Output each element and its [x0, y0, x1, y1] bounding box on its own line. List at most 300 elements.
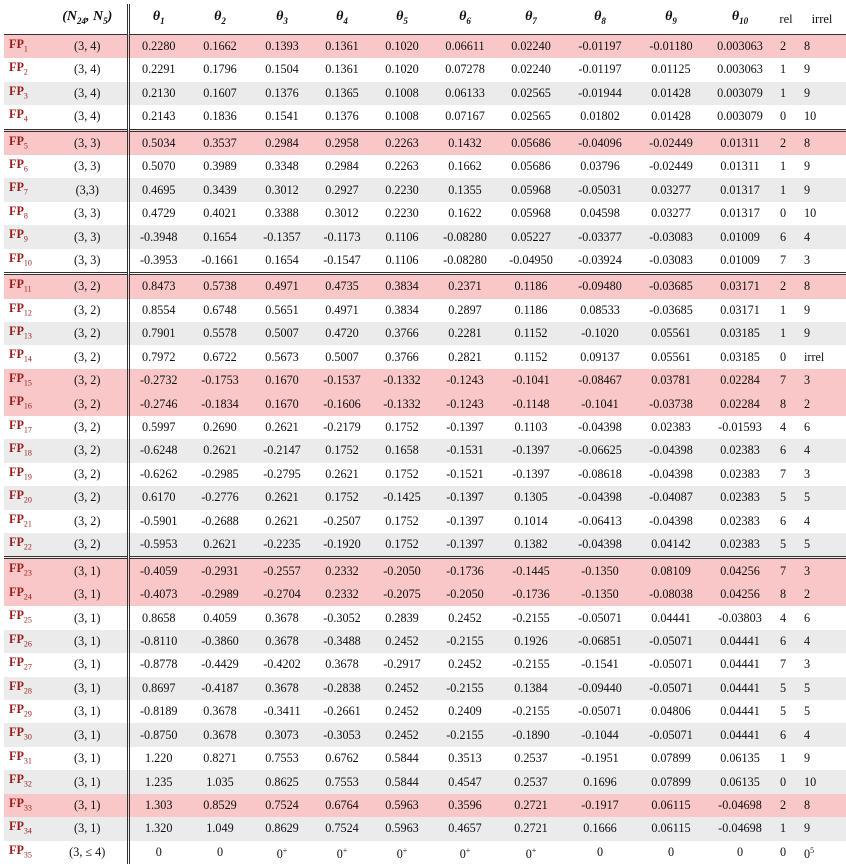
table-row — [4, 817, 846, 840]
theta-2-value: 1.049 — [188, 817, 252, 840]
theta-2-value: 0.5578 — [188, 322, 252, 345]
theta-6-value: -0.1736 — [432, 558, 498, 583]
fixed-point-id: $FP_{21}$ — [4, 510, 48, 533]
irrel-count: 6 — [798, 606, 846, 629]
theta-1-value: 1.303 — [128, 794, 188, 817]
theta-7-value: 0.05968 — [498, 178, 564, 201]
theta-4-value: 0.2332 — [312, 558, 372, 583]
theta-9-value: -0.04398 — [636, 463, 706, 486]
fixed-point-n-values: (3, 3) — [48, 249, 128, 274]
table-row — [4, 82, 846, 105]
theta-10-value: -0.01593 — [706, 416, 774, 439]
theta-7-value: -0.1397 — [498, 463, 564, 486]
theta-2-value: 0.3678 — [188, 723, 252, 746]
table-row — [4, 463, 846, 486]
table-row — [4, 510, 846, 533]
theta-10-value: 0.04441 — [706, 630, 774, 653]
theta-9-value: -0.03083 — [636, 225, 706, 248]
irrel-count: 9 — [798, 155, 846, 178]
fixed-point-n-values: (3, 2) — [48, 510, 128, 533]
theta-6-value: -0.1397 — [432, 510, 498, 533]
irrel-count: $0^5$ — [798, 841, 846, 864]
fixed-point-n-values: (3, 3) — [48, 130, 128, 155]
theta-8-value: -0.1951 — [564, 747, 636, 770]
theta-2-value: -0.1753 — [188, 369, 252, 392]
theta-6-value: 0.1432 — [432, 130, 498, 155]
theta-10-value: 0.04441 — [706, 700, 774, 723]
theta-2-value: 0.2621 — [188, 533, 252, 558]
theta-4-value: 0.1361 — [312, 34, 372, 58]
theta-3-value: 0.1670 — [252, 392, 312, 415]
theta-5-value: 0.5844 — [372, 770, 432, 793]
fixed-point-id: $FP_{32}$ — [4, 770, 48, 793]
theta-4-value: 0.1365 — [312, 82, 372, 105]
theta-8-value: -0.03377 — [564, 225, 636, 248]
theta-1-value: 0.8697 — [128, 677, 188, 700]
rel-count: 4 — [774, 416, 798, 439]
table-row — [4, 723, 846, 746]
group-n5-3 — [4, 130, 846, 274]
theta-3-value: 0.2621 — [252, 486, 312, 509]
table-row — [4, 558, 846, 583]
theta-10-value: 0.003063 — [706, 34, 774, 58]
fixed-point-id: $FP_{17}$ — [4, 416, 48, 439]
theta-9-value: 0.03277 — [636, 178, 706, 201]
theta-7-value: 0.02565 — [498, 105, 564, 130]
rel-count: 6 — [774, 630, 798, 653]
theta-3-value: 0.1393 — [252, 34, 312, 58]
group-n5-1 — [4, 558, 846, 864]
theta-5-value: 0.2230 — [372, 202, 432, 225]
theta-2-value: -0.2776 — [188, 486, 252, 509]
theta-8-value: -0.05071 — [564, 700, 636, 723]
irrel-count: 5 — [798, 486, 846, 509]
theta-9-value: 0.01125 — [636, 58, 706, 81]
fixed-point-id: $FP_7$ — [4, 178, 48, 201]
table-row — [4, 841, 846, 864]
theta-5-value: 0.2452 — [372, 630, 432, 653]
theta-8-value: 0.08533 — [564, 299, 636, 322]
theta-5-value: 0.1020 — [372, 58, 432, 81]
theta-3-value: -0.2557 — [252, 558, 312, 583]
fixed-point-id: $FP_{23}$ — [4, 558, 48, 583]
theta-10-value: 0.003079 — [706, 105, 774, 130]
theta-3-value: 0.2621 — [252, 510, 312, 533]
theta-2-value: 0.5738 — [188, 274, 252, 299]
irrel-count: 9 — [798, 322, 846, 345]
theta-8-value: -0.04096 — [564, 130, 636, 155]
rel-count: 1 — [774, 747, 798, 770]
header-theta-5: $\theta_5$ — [372, 4, 432, 34]
rel-count: 1 — [774, 817, 798, 840]
theta-10-value: -0.03803 — [706, 606, 774, 629]
theta-10-value: 0.03185 — [706, 322, 774, 345]
theta-1-value: 0.6170 — [128, 486, 188, 509]
theta-10-value: 0.01311 — [706, 155, 774, 178]
theta-7-value: 0.1152 — [498, 345, 564, 368]
theta-2-value: 1.035 — [188, 770, 252, 793]
table-row — [4, 416, 846, 439]
rel-count: 8 — [774, 583, 798, 606]
theta-8-value: -0.1350 — [564, 558, 636, 583]
theta-8-value: -0.04398 — [564, 533, 636, 558]
theta-7-value: 0.1382 — [498, 533, 564, 558]
theta-10-value: 0 — [706, 841, 774, 864]
theta-2-value: 0.2690 — [188, 416, 252, 439]
theta-3-value: 0.2621 — [252, 416, 312, 439]
theta-2-value: 0.1654 — [188, 225, 252, 248]
rel-count: 6 — [774, 439, 798, 462]
theta-6-value: -0.1521 — [432, 463, 498, 486]
theta-7-value: 0.1103 — [498, 416, 564, 439]
theta-10-value: 0.06135 — [706, 747, 774, 770]
rel-count: 2 — [774, 274, 798, 299]
table-row — [4, 392, 846, 415]
theta-6-value: -0.1397 — [432, 533, 498, 558]
theta-10-value: 0.02284 — [706, 369, 774, 392]
table-row — [4, 178, 846, 201]
fixed-point-n-values: (3, 2) — [48, 533, 128, 558]
irrel-count: 9 — [798, 817, 846, 840]
header-theta-2: $\theta_2$ — [188, 4, 252, 34]
theta-3-value: 0.4971 — [252, 274, 312, 299]
theta-8-value: -0.09480 — [564, 274, 636, 299]
table-row — [4, 583, 846, 606]
theta-5-value: 0.1752 — [372, 533, 432, 558]
theta-9-value: 0.01428 — [636, 105, 706, 130]
header-theta-8: $\theta_8$ — [564, 4, 636, 34]
irrel-count: 3 — [798, 463, 846, 486]
theta-9-value: 0.03781 — [636, 369, 706, 392]
irrel-count: 3 — [798, 369, 846, 392]
theta-1-value: 1.220 — [128, 747, 188, 770]
table-row — [4, 274, 846, 299]
theta-3-value: 0.3678 — [252, 677, 312, 700]
theta-10-value: 0.01317 — [706, 202, 774, 225]
header-theta-1: $\theta_1$ — [128, 4, 188, 34]
irrel-count: 9 — [798, 82, 846, 105]
theta-3-value: 0+ — [252, 841, 312, 864]
fixed-point-n-values: (3, 1) — [48, 770, 128, 793]
theta-6-value: 0.2371 — [432, 274, 498, 299]
theta-7-value: 0.1384 — [498, 677, 564, 700]
rel-count: 5 — [774, 486, 798, 509]
theta-6-value: -0.2155 — [432, 630, 498, 653]
theta-4-value: 0.7524 — [312, 817, 372, 840]
theta-8-value: -0.08618 — [564, 463, 636, 486]
theta-2-value: 0.1796 — [188, 58, 252, 81]
theta-5-value: 0.1658 — [372, 439, 432, 462]
table-row — [4, 34, 846, 58]
theta-1-value: 0.5070 — [128, 155, 188, 178]
theta-5-value: 0.1752 — [372, 510, 432, 533]
theta-3-value: -0.4202 — [252, 653, 312, 676]
fixed-point-id: $FP_{12}$ — [4, 299, 48, 322]
theta-10-value: 0.04256 — [706, 558, 774, 583]
theta-1-value: -0.4059 — [128, 558, 188, 583]
theta-5-value: 0.1020 — [372, 34, 432, 58]
theta-8-value: -0.06851 — [564, 630, 636, 653]
table-row — [4, 322, 846, 345]
theta-2-value: -0.3860 — [188, 630, 252, 653]
table-row — [4, 130, 846, 155]
fixed-point-n-values: (3, 1) — [48, 653, 128, 676]
fixed-point-n-values: (3, 1) — [48, 558, 128, 583]
theta-6-value: 0.1622 — [432, 202, 498, 225]
irrel-count: irrel — [798, 345, 846, 368]
irrel-count: 9 — [798, 178, 846, 201]
table-container — [4, 4, 833, 864]
fixed-point-n-values: (3, 2) — [48, 416, 128, 439]
theta-7-value: 0.05686 — [498, 130, 564, 155]
theta-7-value: 0.2537 — [498, 747, 564, 770]
theta-9-value: 0.04142 — [636, 533, 706, 558]
theta-1-value: 0.8658 — [128, 606, 188, 629]
theta-8-value: -0.01197 — [564, 34, 636, 58]
rel-count: 0 — [774, 770, 798, 793]
theta-1-value: -0.8189 — [128, 700, 188, 723]
fixed-point-n-values: (3, 3) — [48, 225, 128, 248]
theta-5-value: 0.1752 — [372, 416, 432, 439]
theta-5-value: -0.1332 — [372, 392, 432, 415]
rel-count: 1 — [774, 178, 798, 201]
theta-10-value: 0.01311 — [706, 130, 774, 155]
fixed-point-id: $FP_{24}$ — [4, 583, 48, 606]
fixed-point-n-values: (3, 4) — [48, 34, 128, 58]
theta-2-value: 0.3537 — [188, 130, 252, 155]
theta-8-value: 0.04598 — [564, 202, 636, 225]
theta-9-value: -0.05071 — [636, 630, 706, 653]
theta-10-value: 0.01317 — [706, 178, 774, 201]
theta-10-value: 0.01009 — [706, 249, 774, 274]
fixed-point-n-values: (3, 2) — [48, 392, 128, 415]
fixed-point-id: $FP_{31}$ — [4, 747, 48, 770]
theta-4-value: 0.2958 — [312, 130, 372, 155]
irrel-count: 9 — [798, 747, 846, 770]
theta-3-value: 0.8625 — [252, 770, 312, 793]
theta-7-value: -0.1445 — [498, 558, 564, 583]
fixed-point-n-values: (3, ≤ 4) — [48, 841, 128, 864]
theta-4-value: 0.1752 — [312, 439, 372, 462]
theta-2-value: -0.2989 — [188, 583, 252, 606]
theta-3-value: 0.7524 — [252, 794, 312, 817]
theta-8-value: -0.09440 — [564, 677, 636, 700]
fixed-point-id: $FP_{13}$ — [4, 322, 48, 345]
header-theta-9: $\theta_9$ — [636, 4, 706, 34]
theta-5-value: 0.2263 — [372, 130, 432, 155]
theta-10-value: 0.01009 — [706, 225, 774, 248]
theta-10-value: 0.02284 — [706, 392, 774, 415]
theta-3-value: -0.2147 — [252, 439, 312, 462]
theta-3-value: -0.2704 — [252, 583, 312, 606]
irrel-count: 2 — [798, 392, 846, 415]
irrel-count: 5 — [798, 700, 846, 723]
header-theta-3: $\theta_3$ — [252, 4, 312, 34]
theta-3-value: 0.1504 — [252, 58, 312, 81]
theta-5-value: 0.2452 — [372, 677, 432, 700]
table-row — [4, 653, 846, 676]
rel-count: 0 — [774, 202, 798, 225]
fixed-point-id: $FP_{14}$ — [4, 345, 48, 368]
theta-1-value: 1.235 — [128, 770, 188, 793]
theta-5-value: 0.1008 — [372, 105, 432, 130]
theta-10-value: -0.04698 — [706, 794, 774, 817]
fixed-point-n-values: (3, 2) — [48, 369, 128, 392]
theta-3-value: 0.2984 — [252, 130, 312, 155]
theta-6-value: -0.1243 — [432, 369, 498, 392]
theta-1-value: 0.7972 — [128, 345, 188, 368]
theta-3-value: 0.8629 — [252, 817, 312, 840]
fixed-point-n-values: (3, 1) — [48, 630, 128, 653]
theta-5-value: 0+ — [372, 841, 432, 864]
theta-10-value: -0.04698 — [706, 817, 774, 840]
theta-10-value: 0.04441 — [706, 723, 774, 746]
irrel-count: 4 — [798, 723, 846, 746]
theta-9-value: -0.02449 — [636, 130, 706, 155]
header-row — [4, 4, 846, 34]
fixed-point-id: $FP_{10}$ — [4, 249, 48, 274]
theta-3-value: -0.1357 — [252, 225, 312, 248]
fixed-point-n-values: (3, 1) — [48, 677, 128, 700]
header-n24-n5: ($N_{24}$, $N_5$) — [48, 4, 128, 34]
irrel-count: 8 — [798, 274, 846, 299]
theta-6-value: -0.1531 — [432, 439, 498, 462]
header-theta-4: $\theta_4$ — [312, 4, 372, 34]
theta-2-value: -0.1834 — [188, 392, 252, 415]
theta-8-value: -0.01944 — [564, 82, 636, 105]
theta-9-value: -0.08038 — [636, 583, 706, 606]
theta-5-value: 0.3766 — [372, 322, 432, 345]
fixed-point-n-values: (3, 1) — [48, 606, 128, 629]
theta-7-value: 0.1305 — [498, 486, 564, 509]
theta-4-value: 0.1361 — [312, 58, 372, 81]
table-row — [4, 225, 846, 248]
theta-6-value: 0.2897 — [432, 299, 498, 322]
theta-10-value: 0.02383 — [706, 439, 774, 462]
fixed-point-n-values: (3, 2) — [48, 463, 128, 486]
fixed-point-n-values: (3, 2) — [48, 486, 128, 509]
theta-6-value: 0.4547 — [432, 770, 498, 793]
theta-7-value: 0.02565 — [498, 82, 564, 105]
theta-2-value: 0.8271 — [188, 747, 252, 770]
theta-8-value: 0.1666 — [564, 817, 636, 840]
theta-9-value: -0.05071 — [636, 653, 706, 676]
rel-count: 6 — [774, 225, 798, 248]
fixed-point-id: $FP_{30}$ — [4, 723, 48, 746]
irrel-count: 8 — [798, 34, 846, 58]
theta-9-value: 0.01428 — [636, 82, 706, 105]
theta-8-value: -0.1917 — [564, 794, 636, 817]
theta-1-value: -0.4073 — [128, 583, 188, 606]
theta-10-value: 0.02383 — [706, 510, 774, 533]
theta-7-value: 0+ — [498, 841, 564, 864]
theta-4-value: 0.2984 — [312, 155, 372, 178]
theta-1-value: 0.4695 — [128, 178, 188, 201]
theta-7-value: 0.2537 — [498, 770, 564, 793]
fixed-point-n-values: (3, 2) — [48, 439, 128, 462]
rel-count: 5 — [774, 700, 798, 723]
theta-4-value: -0.2838 — [312, 677, 372, 700]
irrel-count: 2 — [798, 583, 846, 606]
theta-2-value: 0 — [188, 841, 252, 864]
table-row — [4, 770, 846, 793]
theta-2-value: 0.6722 — [188, 345, 252, 368]
theta-1-value: -0.2732 — [128, 369, 188, 392]
fixed-point-n-values: (3, 1) — [48, 723, 128, 746]
theta-4-value: 0.3678 — [312, 653, 372, 676]
rel-count: 2 — [774, 794, 798, 817]
fixed-point-id: $FP_{25}$ — [4, 606, 48, 629]
rel-count: 8 — [774, 392, 798, 415]
irrel-count: 4 — [798, 439, 846, 462]
theta-9-value: 0.07899 — [636, 747, 706, 770]
fixed-point-id: $FP_3$ — [4, 82, 48, 105]
rel-count: 5 — [774, 533, 798, 558]
rel-count: 2 — [774, 34, 798, 58]
theta-7-value: -0.2155 — [498, 700, 564, 723]
theta-3-value: 0.3348 — [252, 155, 312, 178]
irrel-count: 8 — [798, 794, 846, 817]
theta-4-value: 0.4735 — [312, 274, 372, 299]
theta-2-value: 0.1607 — [188, 82, 252, 105]
irrel-count: 10 — [798, 202, 846, 225]
theta-3-value: 0.5007 — [252, 322, 312, 345]
table-row — [4, 677, 846, 700]
table-row — [4, 249, 846, 274]
theta-10-value: 0.02383 — [706, 463, 774, 486]
theta-2-value: -0.2688 — [188, 510, 252, 533]
theta-3-value: 0.5651 — [252, 299, 312, 322]
header-theta-6: $\theta_6$ — [432, 4, 498, 34]
theta-4-value: -0.1547 — [312, 249, 372, 274]
theta-1-value: -0.8750 — [128, 723, 188, 746]
theta-8-value: 0 — [564, 841, 636, 864]
fixed-points-table — [4, 4, 846, 864]
theta-9-value: 0.03277 — [636, 202, 706, 225]
theta-2-value: 0.3439 — [188, 178, 252, 201]
rel-count: 1 — [774, 155, 798, 178]
theta-6-value: 0.4657 — [432, 817, 498, 840]
theta-9-value: -0.03738 — [636, 392, 706, 415]
theta-6-value: 0+ — [432, 841, 498, 864]
table-row — [4, 630, 846, 653]
theta-3-value: 0.5673 — [252, 345, 312, 368]
theta-1-value: 0.5034 — [128, 130, 188, 155]
theta-8-value: 0.09137 — [564, 345, 636, 368]
theta-2-value: -0.4187 — [188, 677, 252, 700]
theta-8-value: -0.1044 — [564, 723, 636, 746]
rel-count: 7 — [774, 463, 798, 486]
theta-7-value: -0.2155 — [498, 606, 564, 629]
theta-5-value: 0.5844 — [372, 747, 432, 770]
theta-1-value: -0.3953 — [128, 249, 188, 274]
theta-1-value: 0.8473 — [128, 274, 188, 299]
theta-5-value: 0.1106 — [372, 249, 432, 274]
theta-5-value: -0.2075 — [372, 583, 432, 606]
theta-4-value: 0.4720 — [312, 322, 372, 345]
theta-6-value: 0.3596 — [432, 794, 498, 817]
rel-count: 2 — [774, 130, 798, 155]
fixed-point-n-values: (3, 2) — [48, 299, 128, 322]
theta-2-value: -0.2985 — [188, 463, 252, 486]
theta-7-value: -0.04950 — [498, 249, 564, 274]
theta-1-value: -0.5953 — [128, 533, 188, 558]
theta-9-value: -0.03685 — [636, 299, 706, 322]
table-row — [4, 105, 846, 130]
theta-10-value: 0.06135 — [706, 770, 774, 793]
theta-8-value: -0.05031 — [564, 178, 636, 201]
rel-count: 7 — [774, 369, 798, 392]
